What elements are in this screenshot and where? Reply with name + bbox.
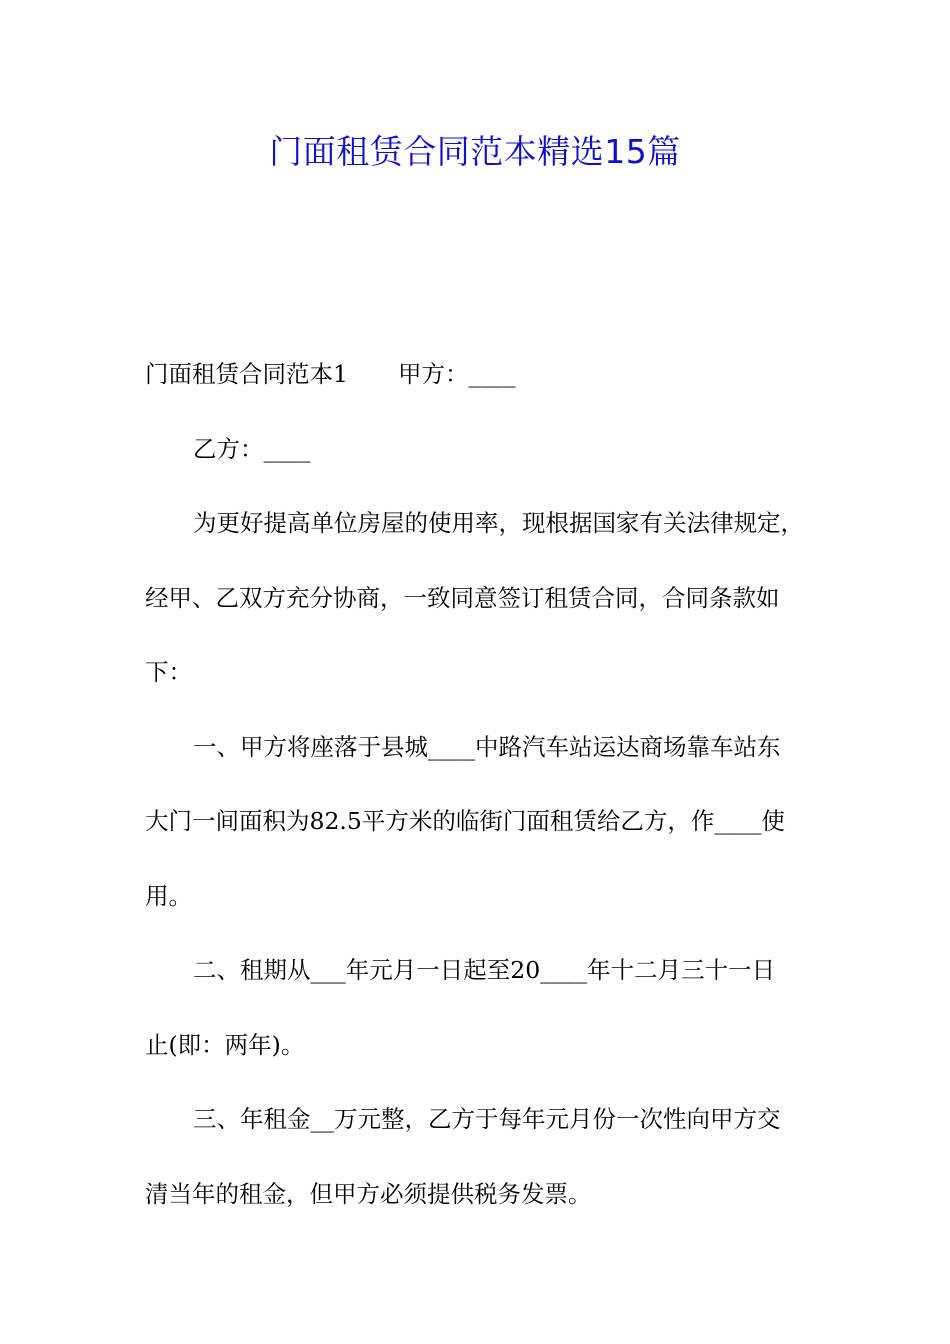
paragraph-line: 为更好提高单位房屋的使用率，现根据国家有关法律规定， bbox=[193, 509, 804, 537]
paragraph-line: 大门一间面积为82.5平方米的临街门面租赁给乙方，作____使 bbox=[145, 807, 785, 835]
document-body bbox=[145, 337, 825, 1231]
paragraph-line: 下： bbox=[145, 658, 192, 686]
paragraph-line: 一、甲方将座落于县城____中路汽车站运达商场靠车站东 bbox=[193, 732, 781, 761]
party-b-line: 乙方：____ bbox=[193, 434, 311, 463]
paragraph-line: 经甲、乙双方充分协商，一致同意签订租赁合同，合同条款如 bbox=[145, 583, 780, 612]
paragraph-line: 三、年租金__万元整，乙方于每年元月份一次性向甲方交 bbox=[193, 1105, 781, 1133]
party-a-line: 甲方：____ bbox=[397, 360, 516, 388]
paragraph-line: 用。 bbox=[145, 881, 192, 910]
document-title: 门面租赁合同范本精选15篇 bbox=[269, 132, 681, 171]
contract-heading: 门面租赁合同范本1 bbox=[145, 360, 348, 388]
paragraph-line: 止(即：两年)。 bbox=[145, 1030, 305, 1059]
paragraph-line: 清当年的租金，但甲方必须提供税务发票。 bbox=[145, 1179, 592, 1208]
contract-heading-line bbox=[145, 337, 825, 412]
paragraph-line: 二、租期从___年元月一日起至20____年十二月三十一日 bbox=[193, 956, 776, 984]
